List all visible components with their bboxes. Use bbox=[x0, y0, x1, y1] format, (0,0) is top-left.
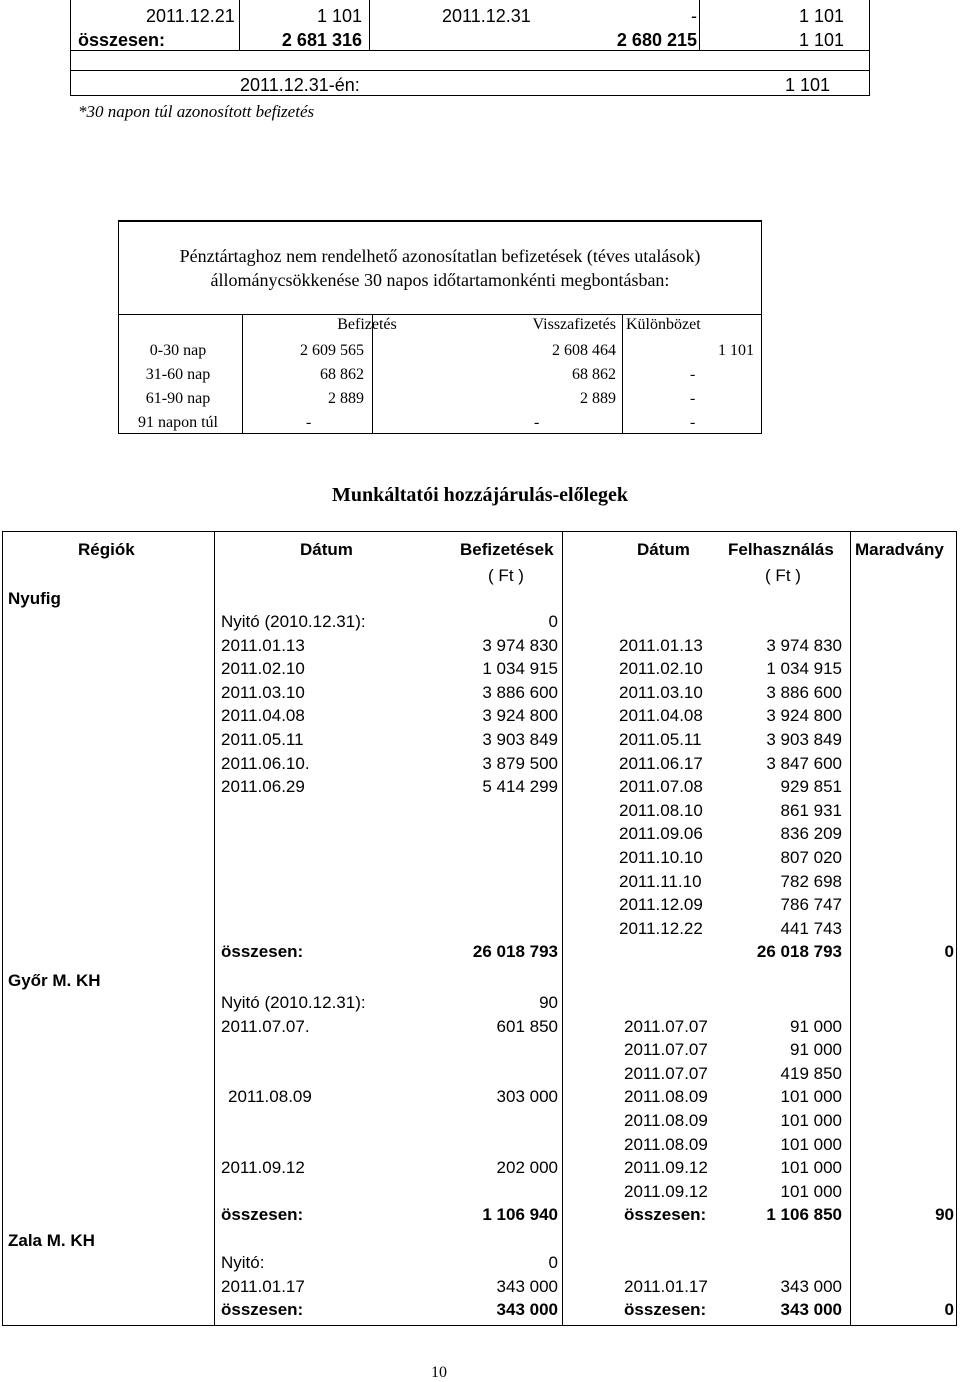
date-cell: 2011.06.29 bbox=[221, 777, 305, 797]
summary-total-amount: 1 101 bbox=[798, 30, 844, 50]
header-datum: Dátum bbox=[637, 540, 690, 559]
date-cell: 2011.06.17 bbox=[619, 753, 703, 773]
visszafizetes-value: 68 862 bbox=[572, 366, 616, 383]
visszafizetes-value: 2 608 464 bbox=[552, 342, 616, 359]
felhasznalas-cell: 26 018 793 bbox=[756, 942, 842, 962]
header-maradvany: Maradvány bbox=[855, 540, 944, 559]
date-cell: 2011.01.13 bbox=[221, 635, 305, 655]
date-cell: 2011.07.07 bbox=[624, 1063, 708, 1083]
region-label: Győr M. KH bbox=[8, 971, 101, 990]
visszafizetes-value: - bbox=[534, 414, 540, 431]
felhasznalas-cell: 419 850 bbox=[780, 1063, 842, 1083]
date-cell: 2011.03.10 bbox=[221, 682, 305, 702]
befizetes-cell: 26 018 793 bbox=[472, 942, 558, 962]
befizetes-value: 2 889 bbox=[328, 390, 364, 407]
kulonbozet-value: 1 101 bbox=[718, 342, 754, 359]
felhasznalas-cell: 101 000 bbox=[780, 1111, 842, 1130]
felhasznalas-cell: 786 747 bbox=[780, 895, 842, 915]
date-cell: összesen: bbox=[221, 1205, 304, 1225]
kulonbozet-value: - bbox=[690, 390, 696, 407]
befizetes-cell: 90 bbox=[539, 993, 558, 1012]
befizetes-cell: 3 903 849 bbox=[482, 730, 558, 749]
date-cell: 2011.08.09 bbox=[228, 1087, 312, 1107]
header-visszafizetes: Visszafizetés bbox=[532, 316, 616, 333]
row-label: 0-30 nap bbox=[149, 342, 207, 359]
date-cell: 2011.02.10 bbox=[619, 659, 703, 679]
header-datum: Dátum bbox=[300, 540, 353, 559]
date-cell: összesen: bbox=[624, 1300, 707, 1320]
header-kulonbozet: Különbözet bbox=[626, 316, 701, 333]
date-cell: 2011.09.12 bbox=[221, 1158, 305, 1178]
row-label: 91 napon túl bbox=[138, 414, 218, 431]
felhasznalas-cell: 1 106 850 bbox=[766, 1205, 842, 1225]
befizetes-value: 68 862 bbox=[320, 366, 364, 383]
felhasznalas-cell: 343 000 bbox=[780, 1300, 842, 1320]
date-cell: Nyitó: bbox=[221, 1253, 265, 1272]
date-cell: 2011.08.09 bbox=[624, 1111, 708, 1130]
felhasznalas-cell: 91 000 bbox=[790, 1040, 842, 1060]
footnote: *30 napon túl azonosított befizetés bbox=[78, 102, 315, 121]
summary-amount: 1 101 bbox=[798, 6, 844, 26]
date-cell: 2011.08.09 bbox=[624, 1134, 708, 1154]
unidentified-title-line1: Pénztártaghoz nem rendelhető azonosítatlan befizetések (téves utalások) bbox=[179, 246, 701, 266]
befizetes-cell: 1 034 915 bbox=[482, 659, 558, 679]
row-label: 61-90 nap bbox=[145, 390, 211, 407]
maradvany-cell: 0 bbox=[944, 942, 954, 962]
felhasznalas-cell: 3 974 830 bbox=[766, 635, 842, 655]
date-cell: 2011.03.10 bbox=[619, 682, 703, 702]
befizetes-cell: 1 106 940 bbox=[482, 1205, 558, 1225]
summary-amount: - bbox=[691, 6, 697, 26]
befizetes-cell: 0 bbox=[548, 1253, 558, 1272]
header-befizetesek: Befizetések bbox=[460, 540, 554, 559]
date-cell: összesen: bbox=[221, 942, 304, 962]
felhasznalas-cell: 3 847 600 bbox=[766, 753, 842, 773]
date-cell: 2011.01.17 bbox=[624, 1276, 708, 1296]
befizetes-cell: 3 924 800 bbox=[482, 706, 558, 726]
date-cell: Nyitó (2010.12.31): bbox=[221, 612, 366, 631]
unit-label: ( Ft ) bbox=[488, 566, 524, 585]
balance-value: 1 101 bbox=[784, 75, 830, 95]
balance-label: 2011.12.31-én: bbox=[240, 75, 360, 95]
summary-total-amount: 2 680 215 bbox=[616, 30, 697, 50]
felhasznalas-cell: 3 924 800 bbox=[766, 706, 842, 726]
felhasznalas-cell: 441 743 bbox=[780, 918, 842, 938]
header-befizetes: Befizetés bbox=[337, 316, 397, 333]
felhasznalas-cell: 929 851 bbox=[780, 777, 842, 797]
kulonbozet-value: - bbox=[690, 366, 696, 383]
kulonbozet-value: - bbox=[690, 414, 696, 431]
row-label: 31-60 nap bbox=[145, 366, 211, 383]
felhasznalas-cell: 3 886 600 bbox=[766, 682, 842, 702]
date-cell: 2011.08.09 bbox=[624, 1087, 708, 1107]
date-cell: 2011.08.10 bbox=[619, 800, 703, 820]
felhasznalas-cell: 101 000 bbox=[780, 1087, 842, 1107]
date-cell: 2011.04.08 bbox=[619, 706, 703, 726]
date-cell: 2011.01.13 bbox=[619, 635, 703, 655]
date-cell: 2011.02.10 bbox=[221, 659, 305, 679]
date-cell: 2011.04.08 bbox=[221, 706, 305, 726]
employer-title: Munkáltatói hozzájárulás-előlegek bbox=[331, 484, 629, 506]
summary-date: 2011.12.21 bbox=[146, 6, 235, 26]
felhasznalas-cell: 101 000 bbox=[780, 1134, 842, 1154]
maradvany-cell: 0 bbox=[944, 1300, 954, 1320]
befizetes-cell: 202 000 bbox=[496, 1158, 558, 1178]
region-label: Zala M. KH bbox=[8, 1231, 95, 1250]
date-cell: 2011.11.10 bbox=[619, 871, 702, 891]
felhasznalas-cell: 3 903 849 bbox=[766, 730, 842, 749]
felhasznalas-cell: 101 000 bbox=[780, 1158, 842, 1178]
summary-date: 2011.12.31 bbox=[442, 6, 531, 26]
date-cell: Nyitó (2010.12.31): bbox=[221, 993, 366, 1012]
felhasznalas-cell: 91 000 bbox=[790, 1016, 842, 1036]
date-cell: 2011.09.12 bbox=[624, 1158, 708, 1178]
page-number: 10 bbox=[431, 1364, 447, 1381]
felhasznalas-cell: 861 931 bbox=[780, 800, 842, 820]
befizetes-cell: 3 879 500 bbox=[482, 753, 558, 773]
befizetes-cell: 5 414 299 bbox=[482, 777, 558, 797]
felhasznalas-cell: 1 034 915 bbox=[766, 659, 842, 679]
date-cell: 2011.05.11 bbox=[221, 730, 304, 749]
date-cell: 2011.01.17 bbox=[221, 1276, 305, 1296]
befizetes-cell: 343 000 bbox=[496, 1300, 558, 1320]
summary-amount: 1 101 bbox=[316, 6, 362, 26]
date-cell: összesen: bbox=[624, 1205, 707, 1225]
date-cell: 2011.07.07 bbox=[624, 1040, 708, 1060]
date-cell: 2011.07.08 bbox=[619, 777, 703, 797]
summary-total-amount: 2 681 316 bbox=[281, 30, 362, 50]
befizetes-cell: 601 850 bbox=[496, 1016, 558, 1036]
summary-total-label: összesen: bbox=[78, 30, 166, 50]
date-cell: 2011.07.07. bbox=[221, 1016, 310, 1036]
date-cell: 2011.12.22 bbox=[619, 918, 703, 938]
befizetes-cell: 303 000 bbox=[496, 1087, 558, 1107]
befizetes-value: 2 609 565 bbox=[300, 342, 364, 359]
befizetes-cell: 3 974 830 bbox=[482, 635, 558, 655]
date-cell: 2011.10.10 bbox=[619, 848, 703, 867]
unit-label: ( Ft ) bbox=[765, 566, 801, 585]
felhasznalas-cell: 343 000 bbox=[780, 1276, 842, 1296]
felhasznalas-cell: 101 000 bbox=[780, 1181, 842, 1201]
befizetes-value: - bbox=[306, 414, 312, 431]
region-label: Nyufig bbox=[8, 589, 61, 608]
date-cell: 2011.05.11 bbox=[619, 730, 702, 749]
date-cell: 2011.09.06 bbox=[619, 824, 703, 844]
date-cell: 2011.07.07 bbox=[624, 1016, 708, 1036]
felhasznalas-cell: 782 698 bbox=[780, 871, 842, 891]
unidentified-title-line2: állománycsökkenése 30 napos időtartamonkénti megbontásban: bbox=[210, 270, 670, 290]
date-cell: 2011.09.12 bbox=[624, 1181, 708, 1201]
header-felhasznalas: Felhasználás bbox=[728, 540, 834, 559]
maradvany-cell: 90 bbox=[935, 1205, 954, 1225]
header-regiok: Régiók bbox=[78, 540, 135, 559]
befizetes-cell: 3 886 600 bbox=[482, 682, 558, 702]
date-cell: 2011.06.10. bbox=[221, 753, 310, 773]
felhasznalas-cell: 807 020 bbox=[780, 848, 842, 867]
befizetes-cell: 343 000 bbox=[496, 1276, 558, 1296]
felhasznalas-cell: 836 209 bbox=[780, 824, 842, 844]
befizetes-cell: 0 bbox=[548, 612, 558, 631]
date-cell: 2011.12.09 bbox=[619, 895, 703, 915]
visszafizetes-value: 2 889 bbox=[580, 390, 616, 407]
date-cell: összesen: bbox=[221, 1300, 304, 1320]
